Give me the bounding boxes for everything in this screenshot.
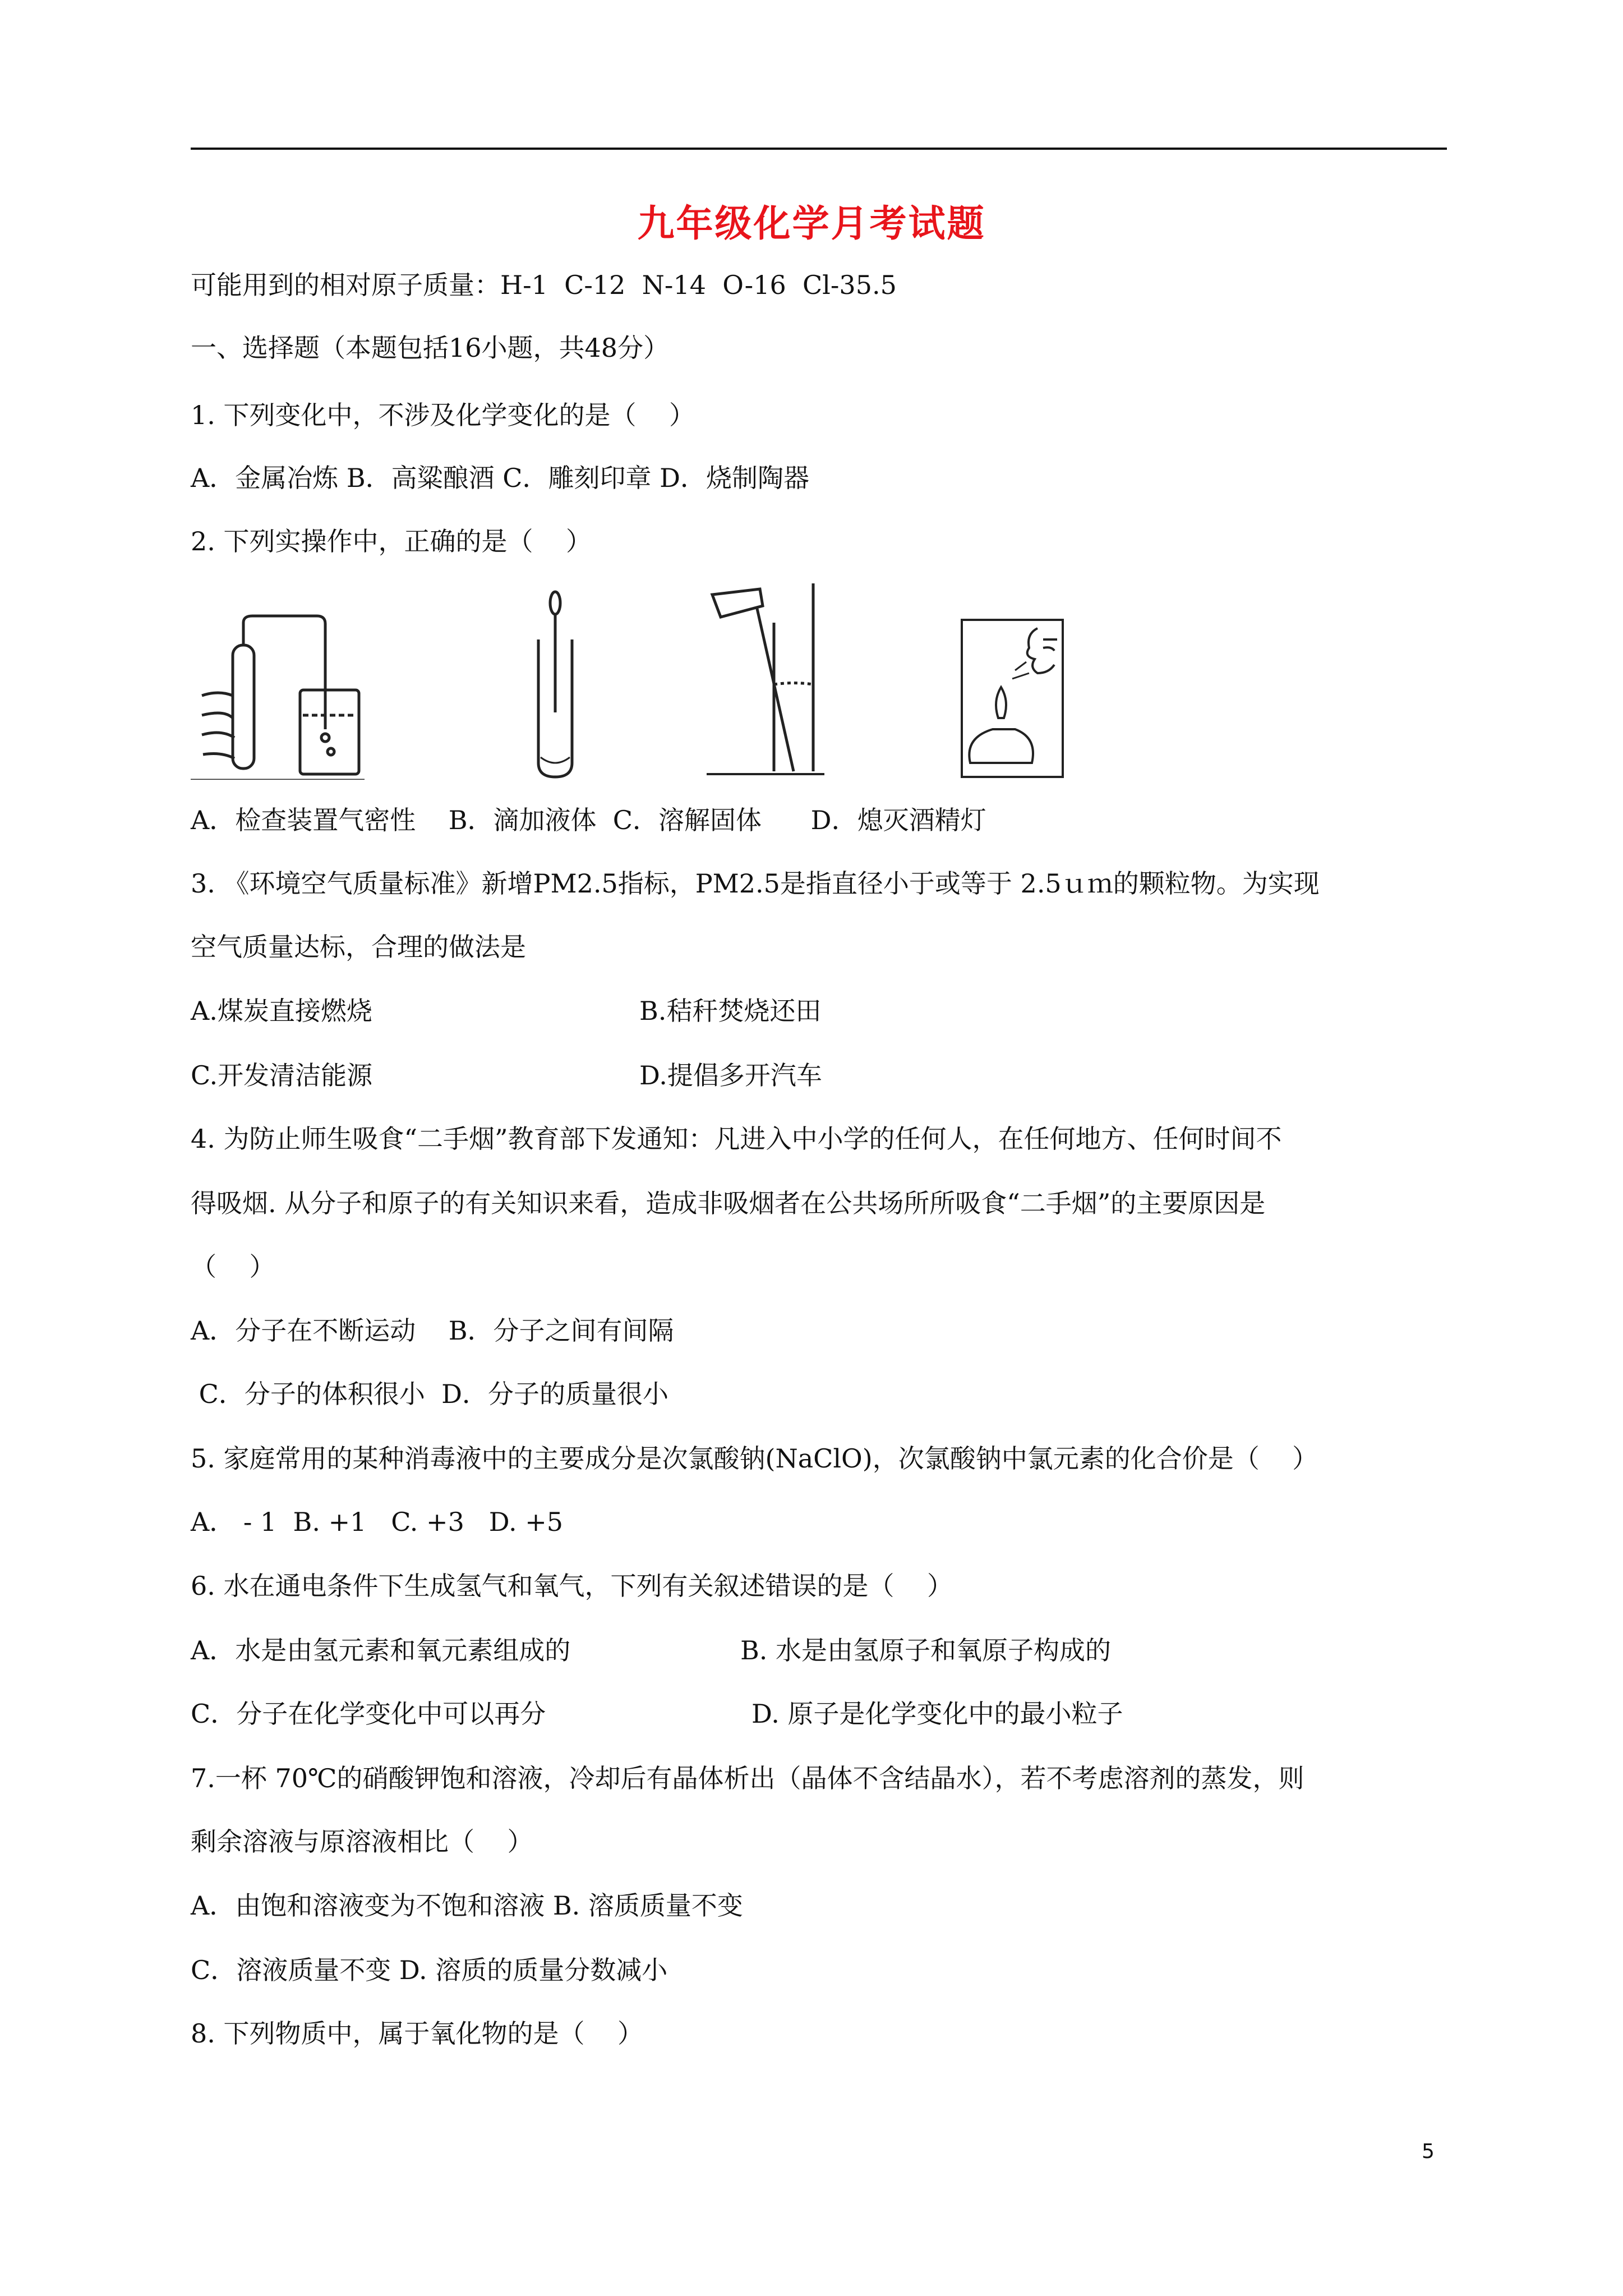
q4-options-ab: A．分子在不断运动 B．分子之间有间隔 [191, 1315, 674, 1346]
q7-options-cd: C．溶液质量不变 D. 溶质的质量分数减小 [191, 1955, 668, 1985]
q3-option-d: D.提倡多开汽车 [639, 1060, 822, 1091]
header-rule [191, 148, 1447, 150]
section-heading: 一、选择题（本题包括16小题，共48分） [191, 333, 670, 363]
page-title: 九年级化学月考试题 [637, 201, 986, 245]
check-airtightness-figure [191, 611, 365, 780]
q3-option-c: C.开发清洁能源 [191, 1060, 373, 1091]
q6-option-d: D. 原子是化学变化中的最小粒子 [751, 1699, 1123, 1729]
q2-options: A．检查装置气密性 B．滴加液体 C．溶解固体 D．熄灭酒精灯 [191, 805, 986, 835]
q7-stem-line2: 剩余溶液与原溶液相比（ ） [191, 1826, 533, 1857]
q1-options: A．金属冶炼 B．高粱酿酒 C．雕刻印章 D．烧制陶器 [191, 463, 809, 493]
q3-stem-line2: 空气质量达标，合理的做法是 [191, 932, 526, 962]
q3-option-a: A.煤炭直接燃烧 [191, 996, 372, 1026]
q5-options: A． - 1 B. +1 C. +3 D. +5 [191, 1507, 564, 1537]
q2-stem: 2. 下列实操作中，正确的是（ ） [191, 526, 592, 556]
dissolve-solid-figure [707, 583, 824, 780]
q3-option-b: B.秸秆焚烧还田 [639, 996, 822, 1026]
page-number: 5 [1422, 2140, 1435, 2163]
q7-stem-line1: 7.一杯 70℃的硝酸钾饱和溶液，冷却后有晶体析出（晶体不含结晶水），若不考虑溶剂的蒸发，则 [191, 1763, 1304, 1793]
q7-options-ab: A．由饱和溶液变为不饱和溶液 B. 溶质质量不变 [191, 1890, 743, 1921]
q4-stem-line3: （ ） [191, 1251, 275, 1282]
q8-stem: 8. 下列物质中，属于氧化物的是（ ） [191, 2018, 643, 2049]
drop-liquid-figure [533, 589, 578, 780]
q6-option-c: C．分子在化学变化中可以再分 [191, 1699, 546, 1729]
q3-stem-line1: 3. 《环境空气质量标准》新增PM2.5指标，PM2.5是指直径小于或等于 2.5ｕｍ的颗粒物。为实现 [191, 868, 1320, 899]
q5-stem: 5. 家庭常用的某种消毒液中的主要成分是次氯酸钠(NaClO)，次氯酸钠中氯元素的化合价是（ ） [191, 1443, 1318, 1474]
q6-stem: 6. 水在通电条件下生成氢气和氧气，下列有关叙述错误的是（ ） [191, 1571, 953, 1601]
q1-stem: 1. 下列变化中，不涉及化学变化的是（ ） [191, 400, 695, 430]
atomic-mass-line: 可能用到的相对原子质量：H-1 C-12 N-14 O-16 Cl-35.5 [191, 270, 897, 300]
q2-figures [191, 583, 1088, 780]
q4-stem-line1: 4. 为防止师生吸食“二手烟”教育部下发通知：凡进入中小学的任何人，在任何地方、任何时间不 [191, 1124, 1282, 1154]
q6-option-b: B. 水是由氢原子和氧原子构成的 [740, 1635, 1112, 1665]
q6-option-a: A．水是由氢元素和氧元素组成的 [191, 1635, 571, 1665]
q4-options-cd: C．分子的体积很小 D．分子的质量很小 [191, 1379, 668, 1409]
q4-stem-line2: 得吸烟. 从分子和原子的有关知识来看，造成非吸烟者在公共场所所吸食“二手烟”的主要原因是 [191, 1188, 1266, 1218]
extinguish-lamp-figure [959, 617, 1071, 780]
